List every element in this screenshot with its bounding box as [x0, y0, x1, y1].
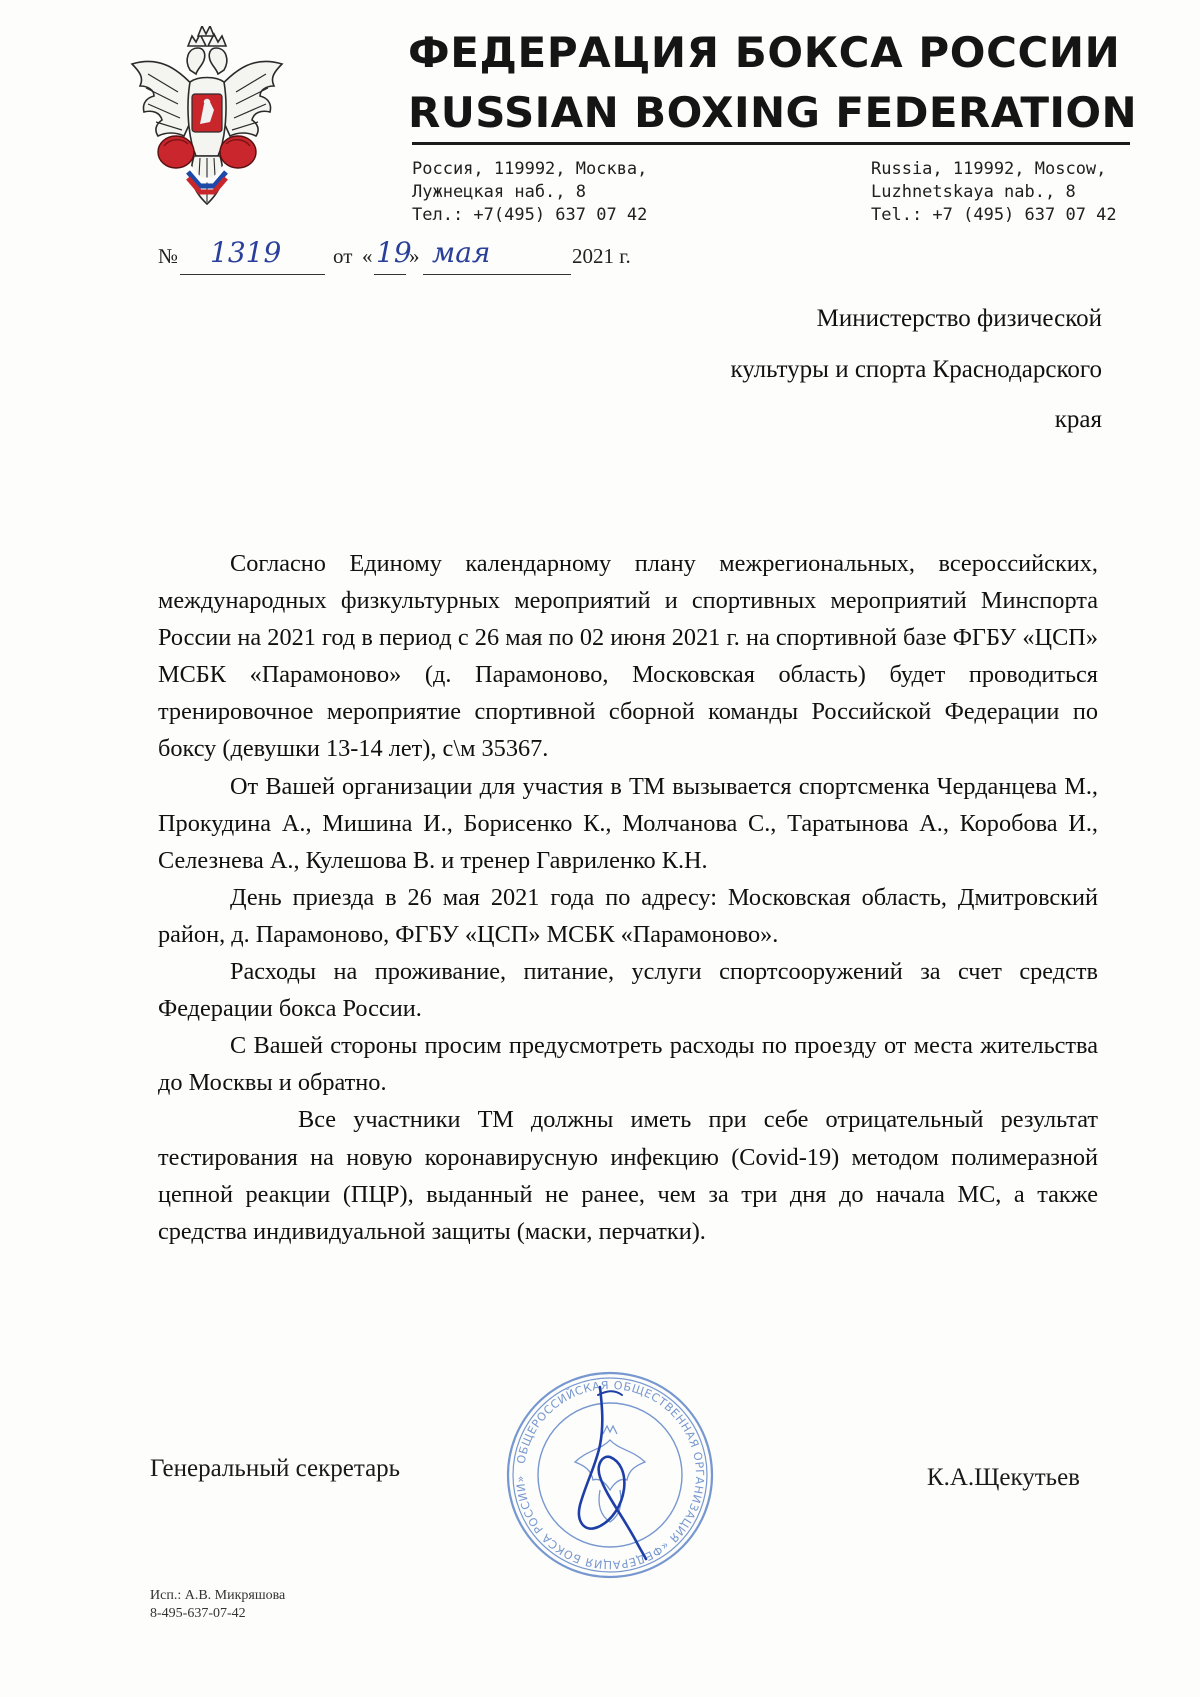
letter-body [158, 545, 1098, 1250]
reg-month-underline [423, 274, 571, 275]
double-headed-eagle-emblem [118, 26, 296, 216]
reg-day-underline [374, 274, 406, 275]
body-paragraph: Расходы на проживание, питание, услуги спортсооружений за счет средств Федерации бокса России. [158, 958, 1098, 1023]
address-en-line: Tel.: +7 (495) 637 07 42 [871, 205, 1117, 225]
signatory-name: К.А.Щекутьев [926, 1464, 1080, 1491]
reg-number-underline [180, 274, 325, 275]
body-paragraph: Согласно Единому календарному плану межрегиональных, всероссийских, международных физкультурных мероприятий и спортивных мероприятий Минспорта России на 2021 год в период с 26 мая по 02 июня 2021 г. на спортивной базе ФГБУ «ЦСП» МСБК «Парамоново» (д. Парамоново, Московская область) будет проводиться тренировочное мероприятие спортивной сборной команды Российской Федерации по боксу (девушки 13-14 лет), с\м 35367. [158, 550, 1098, 763]
addressee-line: Министерство физической [816, 305, 1102, 332]
reg-open-quote: « [362, 244, 373, 268]
address-block-ru [412, 158, 647, 227]
handwritten-signature [540, 1365, 680, 1565]
body-paragraph: Все участники ТМ должны иметь при себе отрицательный результат тестирования на новую коронавирусную инфекцию (Covid-19) методом полимеразной цепной реакции (ПЦР), выданный не ранее, чем за три дня до начала МС, а также средства индивидуальной защиты (маски, перчатки). [158, 1106, 1098, 1245]
addressee-line: культуры и спорта Краснодарского [730, 356, 1102, 383]
body-paragraph: День приезда в 26 мая 2021 года по адресу: Московская область, Дмитровский район, д. Парамоново, ФГБУ «ЦСП» МСБК «Парамоново». [158, 883, 1098, 948]
reg-month-handwritten: мая [432, 236, 491, 269]
letterhead-divider [412, 142, 1130, 145]
addressee-line: края [1054, 406, 1102, 433]
reg-from-label: от [333, 244, 353, 268]
body-paragraph: От Вашей организации для участия в ТМ вызывается спортсменка Черданцева М., Прокудина А., Мишина И., Борисенко К., Молчанова С., Таратынова А., Коробова И., Селезнева А., Кулешова В. и тренер Гавриленко К.Н. [158, 772, 1098, 874]
stamp-ring-text: ОБЩЕРОССИЙСКАЯ ОБЩЕСТВЕННАЯ ОРГАНИЗАЦИЯ «ФЕДЕРАЦИЯ БОКСА РОССИИ» [513, 1378, 707, 1572]
reg-number-handwritten: 1319 [210, 236, 282, 269]
reg-year: 2021 г. [572, 244, 631, 268]
executor-name: Исп.: А.В. Микряшова [150, 1588, 286, 1603]
address-block-en [871, 158, 1117, 227]
address-ru-line: Тел.: +7(495) 637 07 42 [412, 205, 648, 225]
address-en-line: Russia, 119992, Moscow, [871, 159, 1107, 179]
reg-number-label: № [158, 244, 179, 268]
reg-day-handwritten: 19 [376, 236, 412, 269]
address-ru-line: Россия, 119992, Москва, [412, 159, 648, 179]
body-paragraph: С Вашей стороны просим предусмотреть расходы по проезду от места жительства до Москвы и обратно. [158, 1032, 1098, 1097]
executor-phone: 8-495-637-07-42 [150, 1606, 246, 1621]
reg-close-quote: » [409, 244, 420, 268]
address-ru-line: Лужнецкая наб., 8 [412, 182, 586, 202]
address-en-line: Luzhnetskaya nab., 8 [871, 182, 1076, 202]
signatory-position: Генеральный секретарь [150, 1455, 401, 1482]
org-name-en: RUSSIAN BOXING FEDERATION [408, 88, 1138, 137]
org-name-ru: ФЕДЕРАЦИЯ БОКСА РОССИИ [408, 28, 1121, 77]
